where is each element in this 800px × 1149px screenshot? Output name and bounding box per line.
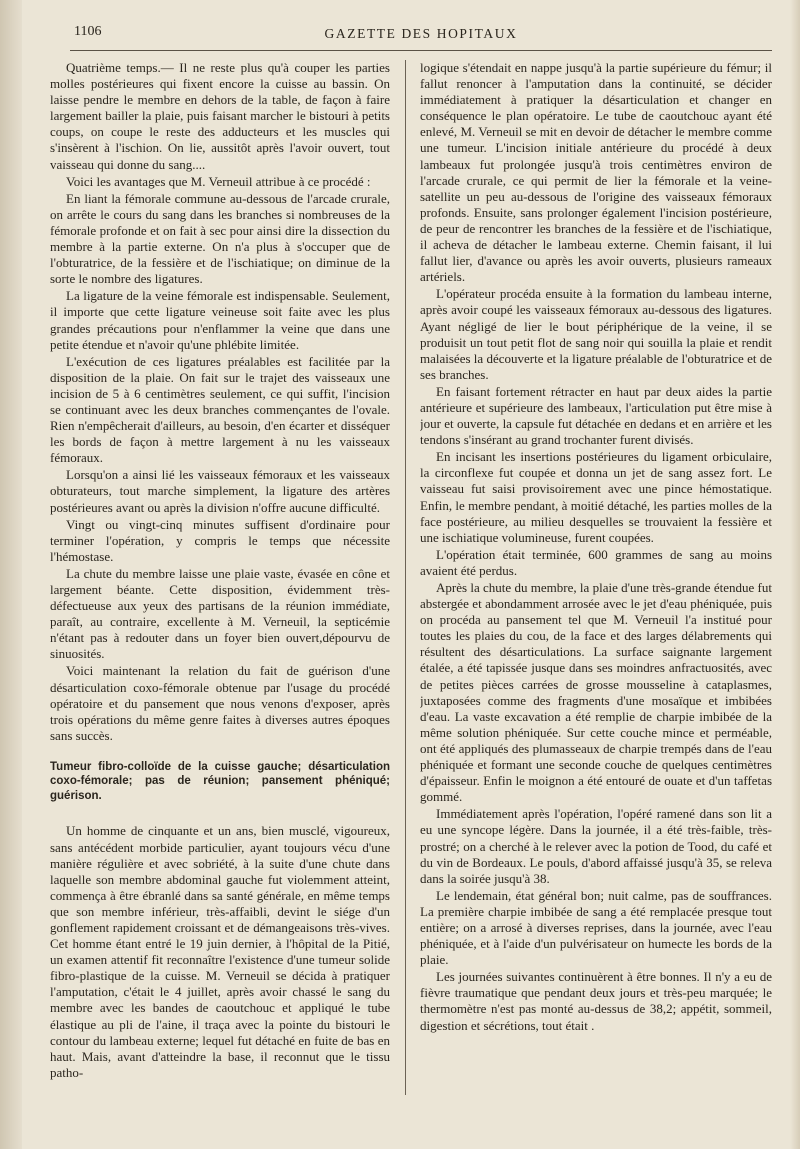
paragraph: Les journées suivantes continuèrent à être bonnes. Il n'y a eu de fièvre traumatique que pendant deux jours et très-peu marquée; le thermomètre n'est pas monté au-dessus de 38,2; appétit, sommeil, digestion et sécrétions, tout était .: [420, 969, 772, 1033]
paragraph: La ligature de la veine fémorale est indispensable. Seulement, il importe que cette ligature veineuse soit faite avec les plus grandes précautions pour n'enflammer la veine que dans une petite étendue et n'avoir qu'une phlébite limitée.: [50, 288, 390, 352]
paragraph: Lorsqu'on a ainsi lié les vaisseaux fémoraux et les vaisseaux obturateurs, tout marche simplement, la ligature des artères postérieures avant ou après la division n'offre aucune difficulté.: [50, 467, 390, 515]
paragraph: En incisant les insertions postérieures du ligament orbiculaire, la circonflexe fut coupée et donna un jet de sang assez fort. Le vaisseau fut saisi provisoirement avec une pince hémostatique. Enfin, le membre pendant, à moitié détaché, les parties molles de la face postérieure, au milieu desquelles se trouvaient la fessière et une ischiatique volumineuse, furent coupées.: [420, 449, 772, 545]
paragraph: Vingt ou vingt-cinq minutes suffisent d'ordinaire pour terminer l'opération, y compris le temps que nécessite l'hémostase.: [50, 516, 390, 564]
paragraph: En liant la fémorale commune au-dessous de l'arcade crurale, on arrête le cours du sang dans les branches si nombreuses de la fémorale profonde et on fait à sec pour ainsi dire la dissection du membre à la partie externe. On n'a plus à s'occuper que de l'obturatrice, de la fessière et de l'ischiatique; on diminue de la sorte le nombre des ligatures.: [50, 190, 390, 287]
page-number: 1106: [74, 24, 102, 39]
paragraph: Quatrième temps.— Il ne reste plus qu'à couper les parties molles postérieures qui fixent encore la cuisse au bassin. On laisse pendre le membre en dehors de la table, de façon à faire largement bailler la plaie, puis faisant marcher le bistouri à petits coups, on coupe le reste des adducteurs et les muscles qui s'insèrent à l'ischion. On lie, aussitôt après l'avoir ouvert, tout vaisseau qui donne du sang....: [50, 60, 390, 172]
paragraph: En faisant fortement rétracter en haut par deux aides la partie antérieure et supérieure des lambeaux, l'articulation put être mise à jour et ouverte, la capsule fut détachée en dedans et en arrière et les tendons s'insérant au grand trochanter furent divisés.: [420, 383, 772, 448]
paragraph: La chute du membre laisse une plaie vaste, évasée en cône et largement béante. Cette disposition, évidemment très-défectueuse aux yeux des partisans de la réunion immédiate, paraît, au contraire, excellente à M. Verneuil, la septicémie n'étant pas à redouter dans un foyer bien ouvert,dépourvu de sinuosités.: [50, 565, 390, 662]
column-divider: [405, 60, 406, 1095]
paragraph: L'opération était terminée, 600 grammes de sang au moins avaient été perdus.: [420, 546, 772, 578]
page-edge-right: [790, 0, 800, 1149]
paragraph: L'exécution de ces ligatures préalables est facilitée par la disposition de la plaie. On fait sur le trajet des vaisseaux une incision de 5 à 6 centimètres seulement, ce qui suffit, l'incision se continuant avec les deux branches commençantes de l'ovale. Rien n'empêcherait d'ailleurs, au besoin, d'en écarter et disséquer les bords de façon à mettre largement à nu les vaisseaux fémoraux.: [50, 353, 390, 466]
page-header: [70, 20, 772, 51]
paragraph: Immédiatement après l'opération, l'opéré ramené dans son lit a eu une syncope légère. Dans la journée, il a été très-faible, très-prostré; on a cherché à le relever avec la potion de Tood, du café et du vin de Bordeaux. Le pouls, d'abord affaissé jusqu'à 35, se releva dans la soirée jusqu'à 38.: [420, 806, 772, 886]
right-column: [420, 60, 772, 1140]
section-heading: Tumeur fibro-colloïde de la cuisse gauche; désarticulation coxo-fémorale; pas de réunion; pansement phéniqué; guérison.: [50, 760, 390, 802]
paragraph: L'opérateur procéda ensuite à la formation du lambeau interne, après avoir coupé les vaisseaux fémoraux au-dessous des ligatures. Ayant négligé de lier le bout périphérique de la veine, il se produisit un tout petit flot de sang noir qui souilla la plaie et rendit malaisées la découverte et la ligature préalable de l'obturatrice et de ses branches.: [420, 286, 772, 382]
paragraph: logique s'étendait en nappe jusqu'à la partie supérieure du fémur; il fallut renoncer à l'amputation dans la continuité, se décider immédiatement à pratiquer la désarticulation et changer en conséquence le plan opératoire. Le tube de caoutchouc ayant été enlevé, M. Verneuil se mit en devoir de détacher le membre comme une tumeur. L'incision initiale antérieure du procédé à deux lambeaux fut prolongée jusqu'à trois centimètres environ de l'arcade crurale, ce qui permit de lier la fémorale et la veine-satellite un peu au-dessous de l'origine des vaisseaux fémoraux profonds. Ensuite, sans prolonger également l'incision postérieure, de peur de rencontrer les branches de la fessière et de l'ischiatique, il acheva de détacher le lambeau externe. Chemin faisant, il lui fallut lier, d'avance ou après les avoir ouverts, plusieurs rameaux artériels.: [420, 60, 772, 285]
page-edge-left: [0, 0, 22, 1149]
running-title: GAZETTE DES HOPITAUX: [324, 26, 518, 41]
paragraph: Un homme de cinquante et un ans, bien musclé, vigoureux, sans antécédent morbide particulier, ayant toujours vécu d'une manière régulière et avec sobriété, à la suite d'une chute dans laquelle son membre abdominal gauche fut violemment atteint, commença à être ébranlé dans sa santé générale, en même temps que son membre inférieur, très-affaibli, devint le siége d'un gonflement rapidement croissant et de démangeaisons très-vives. Cet homme étant entré le 19 juin dernier, à l'hôpital de la Pitié, un examen attentif fit reconnaître l'existence d'une tumeur solide fibro-plastique de la cuisse. M. Verneuil se décida à pratiquer l'amputation, c'était le 4 juillet, après avoir chassé le sang du membre avec les bandes de caoutchouc et appliqué le tube élastique au pli de l'aine, il traça avec la pointe du bistouri le contour du lambeau externe; lequel fut détaché en fuite de bas en haut. Mais, avant d'atteindre la base, il reconnut que le tissu patho-: [50, 823, 390, 1080]
paragraph: Après la chute du membre, la plaie d'une très-grande étendue fut abstergée et abondamment arrosée avec le jet d'eau phéniquée, puis on procéda au pansement tel que M. Verneuil l'a institué pour toutes les plaies du cou, de la face et des larges délabrements qui résultent des désarticulations. La surface saignante largement étalée, a été tapissée jusque dans ses moindres anfractuosités, avec de petites pièces carrées de grosse mousseline à cataplasmes, juxtaposées comme des fragments d'une mosaïque et imbibées d'eau. La vaste excavation a été remplie de charpie imbibée de la même solution phéniquée. Sur cette couche mince et perméable, ont été appliqués des plumasseaux de charpie trempés dans de l'eau phéniquée et formant une seconde couche de quelques centimètres d'épaisseur. Enfin le moignon a été entouré de ouate et d'un taffetas gommé.: [420, 580, 772, 805]
paragraph: Voici maintenant la relation du fait de guérison d'une désarticulation coxo-fémorale obtenue par l'usage du procédé opératoire et du pansement que nous venons d'exposer, après trois opérations du même genre faites à diverses autres époques sans succès.: [50, 663, 390, 743]
paragraph: Le lendemain, état général bon; nuit calme, pas de souffrances. La première charpie imbibée de sang a été remplacée presque tout entière; on a arrosé à diverses reprises, dans la journée, avec l'eau phéniquée, et à l'aide d'un pulvérisateur on humecte les bords de la plaie.: [420, 887, 772, 968]
paragraph: Voici les avantages que M. Verneuil attribue à ce procédé :: [66, 173, 371, 189]
left-column: [50, 60, 390, 1140]
